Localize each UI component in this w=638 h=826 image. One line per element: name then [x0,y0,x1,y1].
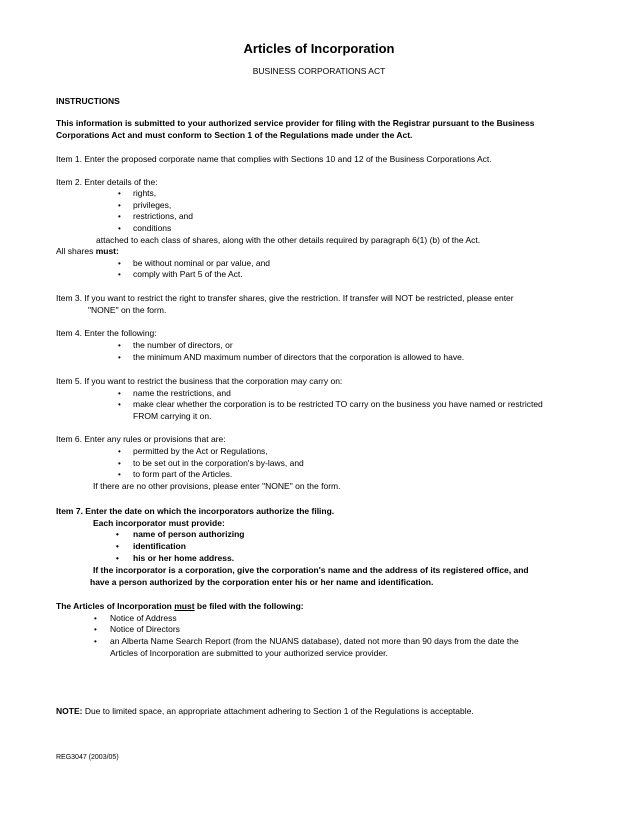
item-4-bullet: the number of directors, or [133,340,233,350]
item-6-label: Item 6. Enter any rules or provisions that are: [56,434,226,444]
bullet-icon: • [118,270,121,279]
bullet-icon: • [118,470,121,479]
item-6-bullet: permitted by the Act or Regulations, [133,446,268,456]
note-text: Due to limited space, an appropriate attachment adhering to Section 1 of the Regulations is acceptable. [82,706,474,716]
item-7-corp-line-2: have a person authorized by the corporation enter his or her name and identification. [90,577,434,587]
item-2-bullet: conditions [133,223,172,233]
item-3-line-1: Item 3. If you want to restrict the right to transfer shares, give the restriction. If transfer will NOT be restricted, please enter [56,293,514,303]
bullet-icon: • [118,459,121,468]
note-line [56,706,474,717]
all-shares-colon: : [116,246,119,256]
item-2-bullet: rights, [133,188,157,198]
note-label: NOTE: [56,706,83,716]
bullet-icon: • [118,400,121,409]
all-shares-must: must [95,246,116,256]
item-2-after: attached to each class of shares, along with the other details required by paragraph 6(1) (b) of the Act. [96,235,481,245]
intro-line-2: Corporations Act and must conform to Section 1 of the Regulations made under the Act. [56,130,413,140]
item-4-bullet: the minimum AND maximum number of directors that the corporation is allowed to have. [133,352,465,362]
filed-bullet: Notice of Directors [110,624,180,634]
all-shares-prefix: All shares [56,246,96,256]
filed-bullet: Notice of Address [110,613,177,623]
filed-with-heading [56,601,304,612]
item-6-bullet: to form part of the Articles. [133,469,233,479]
form-code: REG3047 (2003/05) [56,754,119,761]
document-title: Articles of Incorporation [243,41,395,56]
bullet-icon: • [94,637,97,646]
item-7-bullet: identification [133,541,186,551]
item-2-bullet: privileges, [133,200,172,210]
item-5-bullet: name the restrictions, and [133,388,231,398]
bullet-icon: • [116,554,119,563]
bullet-icon: • [118,224,121,233]
item-5-bullet-2-line-1: make clear whether the corporation is to be restricted TO carry on the business you have named or restricted [133,399,543,409]
filed-bullet-3-line-1: an Alberta Name Search Report (from the NUANS database), dated not more than 90 days from the date the [110,636,519,646]
all-shares-bullet: comply with Part 5 of the Act. [133,269,243,279]
document-subtitle: BUSINESS CORPORATIONS ACT [252,66,386,76]
bullet-icon: • [118,389,121,398]
item-6-bullet: to be set out in the corporation's by-laws, and [133,458,304,468]
bullet-icon: • [118,212,121,221]
bullet-icon: • [118,201,121,210]
bullet-icon: • [118,353,121,362]
bullet-icon: • [116,542,119,551]
item-7-bullet: his or her home address. [133,553,235,563]
item-5-label: Item 5. If you want to restrict the business that the corporation may carry on: [56,376,343,386]
item-7-label: Item 7. Enter the date on which the incorporators authorize the filing. [56,506,335,516]
filed-prefix: The Articles of Incorporation [56,601,175,611]
intro-line-1: This information is submitted to your authorized service provider for filing with the Registrar pursuant to the Business [56,118,535,128]
item-5-bullet-2-line-2: FROM carrying it on. [133,411,212,421]
item-7-corp-line-1: If the incorporator is a corporation, give the corporation's name and the address of its registered office, and [93,565,529,575]
filed-bullet-3-line-2: Articles of Incorporation are submitted to your authorized service provider. [110,648,388,658]
filed-suffix: be filed with the following: [194,601,304,611]
bullet-icon: • [118,447,121,456]
item-7-each: Each incorporator must provide: [93,518,225,528]
bullet-icon: • [94,625,97,634]
bullet-icon: • [116,530,119,539]
bullet-icon: • [94,614,97,623]
item-4-label: Item 4. Enter the following: [56,328,157,338]
all-shares-bullet: be without nominal or par value, and [133,258,271,268]
bullet-icon: • [118,189,121,198]
filed-must: must [174,601,195,611]
bullet-icon: • [118,341,121,350]
instructions-heading: INSTRUCTIONS [56,96,120,106]
item-6-after: If there are no other provisions, please enter "NONE" on the form. [93,481,341,491]
item-2-bullet: restrictions, and [133,211,193,221]
item-3-line-2: "NONE" on the form. [88,305,167,315]
bullet-icon: • [118,259,121,268]
item-2-label: Item 2. Enter details of the: [56,177,158,187]
item-1-text: Item 1. Enter the proposed corporate name that complies with Sections 10 and 12 of the Business Corporations Act. [56,154,492,164]
item-7-bullet: name of person authorizing [133,529,245,539]
all-shares-line [56,246,119,257]
